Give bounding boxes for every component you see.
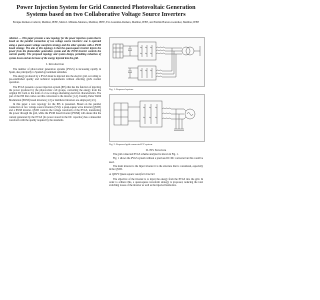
section-heading-introduction: I. Introduction (45, 61, 65, 66)
circuit-diagram-1 (110, 38, 204, 86)
intro-paragraph-4: In this paper a new topology for the PIS is presented. Based on the parallel connection of two voltage source inverters (VSI): a quasi-square wave inverter (QSWI) and a PWM inverter. QSWI controls the voltage waveform of the PVGS, transferring the power through the grid, while the PWM based inverter (PWMI) will ensure that the current generated by the PVGS (its power stored in the DC capacitor) has a sinusoidal waveform with the quality required by the standards. (9, 102, 101, 122)
intro-paragraph-2: The energy produced by a PVGS must be injected into the electric grid, according to pre-established quality and technical requirements without affecting grid's normal operation. (9, 74, 101, 85)
system-paragraph-3: The main inverter is the Inject inverter it is the structure that is considered, especially in the QSWI. (109, 164, 203, 171)
system-paragraph-1: The grid connected PVGS scheme analyzed is shown in Fig. 1. (113, 153, 179, 157)
paper-authors: Enrique Romero-Cadaval, Member, IEEE, María I. Milanés-Montero, Member, IEEE, Eva González-Romera, Member, IEEE, and Fermín Barrero-González, Member, IEEE (12, 21, 200, 24)
abstract: Abstract — This paper presents a new topology for the power injection system that is based on the parallel connection of two voltage source inverters: one is operated using a quasi-square voltage waveform strategy and the other operates with a PWM based strategy. The aim of this topology is that the quasi-square inverter injects the power from the photovoltaic generation system and the PWM inverter controls the current quality. The proposed topology and system design, permitting reduction of system losses and an increase of the energy injected into the grid. (9, 37, 101, 60)
section-heading-pis-structure: II. PIS Structure (145, 147, 167, 152)
figure-1-schematic (109, 37, 205, 87)
left-column (9, 37, 101, 123)
paper-title: Power Injection System for Grid Connected Photovoltaic Generation Systems based on two Collaborative Voltage Source Inverters (16, 5, 196, 18)
system-paragraph-2: Fig. 1 shows the PVGS system without a previous DC/DC converter but this could be used. (109, 157, 203, 164)
subsection-a-paragraph-1: The objective of the inverter is to inject the energy from the PVGS into the grid. In order to achieve this, a quasi-square waveform strategy is proposed, reducing the total switching losses of the inverter as well as the injected harmonics. (109, 177, 203, 188)
figure-1-caption: Fig. 1. Proposed system. (109, 88, 134, 91)
circuit-diagram-2 (110, 95, 204, 141)
intro-paragraph-3: The PVGS presents a power injection system (PIS) that has the function of injecting the power produced by the photovoltaic cell groups, converting the energy from the original DC form to the form of a low-voltage alternating electrical characteristics. The part of the PIS that carries out this conversion is the inverter [1,2]. Usually, Pulse Width Modulation (PWM) based inverters [1,3] or multilevel inverters are employed [4,5]. (9, 85, 101, 102)
intro-paragraph-1: The number of photovoltaic generation systems (PVGS) is increasing rapidly in Spain, due principally to Spanish government subsidies. (9, 67, 101, 74)
figure-2-schematic (109, 94, 205, 142)
right-column (109, 37, 203, 188)
subsection-heading-a: A. QSWV Quasi-square waveform Inverter (109, 173, 155, 177)
figure-2-caption: Fig. 2. Proposed grid connected PV system. (109, 142, 153, 146)
